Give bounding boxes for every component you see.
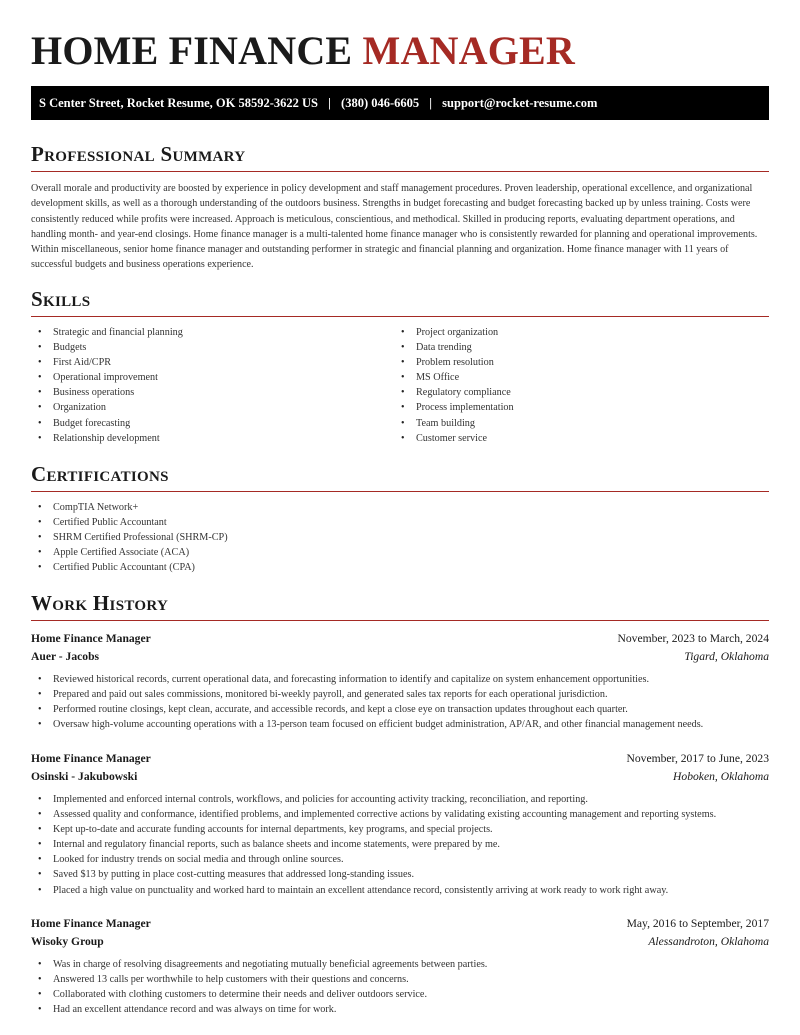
- certification-item: • SHRM Certified Professional (SHRM-CP): [31, 530, 769, 545]
- contact-bar: [31, 86, 769, 120]
- skill-item: • Problem resolution: [394, 355, 757, 370]
- job-bullet: • Was in charge of resolving disagreements and negotiating mutually beneficial agreements between parties.: [31, 957, 769, 972]
- skill-item: • Strategic and financial planning: [31, 325, 394, 340]
- job-dates: November, 2017 to June, 2023: [626, 752, 769, 765]
- section-title-certifications: Certifications: [31, 462, 169, 486]
- job-bullet: • Kept up-to-date and accurate funding accounts for internal departments, key programs, and special projects.: [31, 822, 769, 837]
- contact-address: S Center Street, Rocket Resume, OK 58592-3622 US: [39, 96, 319, 110]
- job-dates: May, 2016 to September, 2017: [626, 917, 769, 930]
- job-title: Home Finance Manager: [31, 917, 151, 930]
- skill-item: • Customer service: [394, 431, 757, 446]
- certifications-list: [31, 500, 769, 575]
- candidate-name: [31, 28, 575, 74]
- job-bullet: • Reviewed historical records, current operational data, and forecasting information to identify and capitalize on system enhancement opportunities.: [31, 672, 769, 687]
- job-entry: [31, 630, 769, 732]
- skill-item: • Relationship development: [31, 431, 394, 446]
- skill-item: • First Aid/CPR: [31, 355, 394, 370]
- job-location: Hoboken, Oklahoma: [673, 769, 769, 783]
- job-bullet: • Looked for industry trends on social media and through online sources.: [31, 852, 769, 867]
- job-title: Home Finance Manager: [31, 752, 151, 765]
- section-title-summary: Professional Summary: [31, 142, 246, 166]
- skill-item: • Budgets: [31, 340, 394, 355]
- skills-columns: [31, 325, 769, 446]
- job-company: Osinski - Jakubowski: [31, 769, 138, 783]
- skill-item: • Data trending: [394, 340, 757, 355]
- job-entry: [31, 915, 769, 1017]
- job-bullets: [31, 792, 769, 898]
- job-company-row: [31, 768, 769, 786]
- certification-item: • Certified Public Accountant (CPA): [31, 560, 769, 575]
- section-divider: [31, 171, 769, 172]
- certification-item: • CompTIA Network+: [31, 500, 769, 515]
- contact-email[interactable]: support@rocket-resume.com: [442, 96, 598, 110]
- job-company-row: [31, 933, 769, 951]
- job-bullet: • Saved $13 by putting in place cost-cutting measures that addressed long-standing issues.: [31, 867, 769, 882]
- contact-phone[interactable]: (380) 046-6605: [341, 96, 420, 110]
- skill-item: • Project organization: [394, 325, 757, 340]
- skill-item: • Team building: [394, 416, 757, 431]
- job-bullets: [31, 957, 769, 1017]
- job-bullet: • Answered 13 calls per worthwhile to help customers with their questions and concerns.: [31, 972, 769, 987]
- section-title-work-history: Work History: [31, 591, 169, 615]
- certification-item: • Certified Public Accountant: [31, 515, 769, 530]
- skills-section: [31, 286, 769, 446]
- job-company: Auer - Jacobs: [31, 649, 100, 663]
- work-history-section: [31, 590, 769, 621]
- certifications-section: [31, 461, 769, 575]
- job-bullet: • Prepared and paid out sales commissions, monitored bi-weekly payroll, and generated sales tax reports for each operational jurisdiction.: [31, 687, 769, 702]
- job-bullets: [31, 672, 769, 732]
- skill-item: • Organization: [31, 400, 394, 415]
- skills-list-right: [394, 325, 757, 446]
- job-header-row: [31, 630, 769, 648]
- summary-section: [31, 141, 769, 273]
- job-bullet: • Had an excellent attendance record and was always on time for work.: [31, 1002, 769, 1017]
- skill-item: • Operational improvement: [31, 370, 394, 385]
- job-header-row: [31, 915, 769, 933]
- contact-separator: |: [328, 96, 331, 110]
- certification-item: • Apple Certified Associate (ACA): [31, 545, 769, 560]
- skill-item: • Process implementation: [394, 400, 757, 415]
- job-location: Tigard, Oklahoma: [684, 649, 769, 663]
- job-company: Wisoky Group: [31, 934, 104, 948]
- job-header-row: [31, 750, 769, 768]
- skill-item: • Budget forecasting: [31, 416, 394, 431]
- job-bullet: • Implemented and enforced internal controls, workflows, and policies for accounting activity tracking, reconciliation, and reporting.: [31, 792, 769, 807]
- job-bullet: • Oversaw high-volume accounting operations with a 13-person team focused on efficient budget administration, AP/AR, and other financial management needs.: [31, 717, 769, 732]
- section-title-skills: Skills: [31, 287, 91, 311]
- summary-text: Overall morale and productivity are boosted by experience in policy development and staff management procedures. Proven leadership, operational excellence, and organizational development skills, as well as a thorough understanding of the outdoors business. Strengths in budget forecasting and budget forecasting backed up by unless training. Costs were consistently reduced while profits were increased. Approach is meticulous, conscientious, and methodical. Skilled in producing reports, evaluating department operations, and handling month- and year-end closings. Home finance manager is a multi-talented home finance manager who is consistently rewarded for planning and operational improvements. Within miscellaneous, senior home finance manager and outstanding performer in strategic and financial planning and organization. Home finance manager with 11 years of successful budgets and business operations experience.: [31, 183, 758, 271]
- skills-list-left: [31, 325, 394, 446]
- job-bullet: • Performed routine closings, kept clean, accurate, and accessible records, and kept a close eye on transaction updates throughout each quarter.: [31, 702, 769, 717]
- section-divider: [31, 491, 769, 492]
- job-bullet: • Internal and regulatory financial reports, such as balance sheets and income statements, were prepared by me.: [31, 837, 769, 852]
- skill-item: • Business operations: [31, 385, 394, 400]
- job-title: Home Finance Manager: [31, 632, 151, 645]
- job-location: Alessandroton, Oklahoma: [648, 934, 769, 948]
- job-bullet: • Collaborated with clothing customers to determine their needs and deliver outdoors service.: [31, 987, 769, 1002]
- section-divider: [31, 620, 769, 621]
- name-first-part: HOME FINANCE: [31, 28, 353, 73]
- job-company-row: [31, 648, 769, 666]
- name-last-part: MANAGER: [362, 28, 575, 73]
- job-entry: [31, 750, 769, 898]
- job-dates: November, 2023 to March, 2024: [617, 632, 769, 645]
- contact-separator: |: [429, 96, 433, 110]
- skill-item: • MS Office: [394, 370, 757, 385]
- skill-item: • Regulatory compliance: [394, 385, 757, 400]
- job-bullet: • Assessed quality and conformance, identified problems, and implemented corrective actions by validating existing accounting management and reporting systems.: [31, 807, 769, 822]
- section-divider: [31, 316, 769, 317]
- job-bullet: • Placed a high value on punctuality and worked hard to maintain an excellent attendance record, consistently arriving at work ready to work right away.: [31, 883, 769, 898]
